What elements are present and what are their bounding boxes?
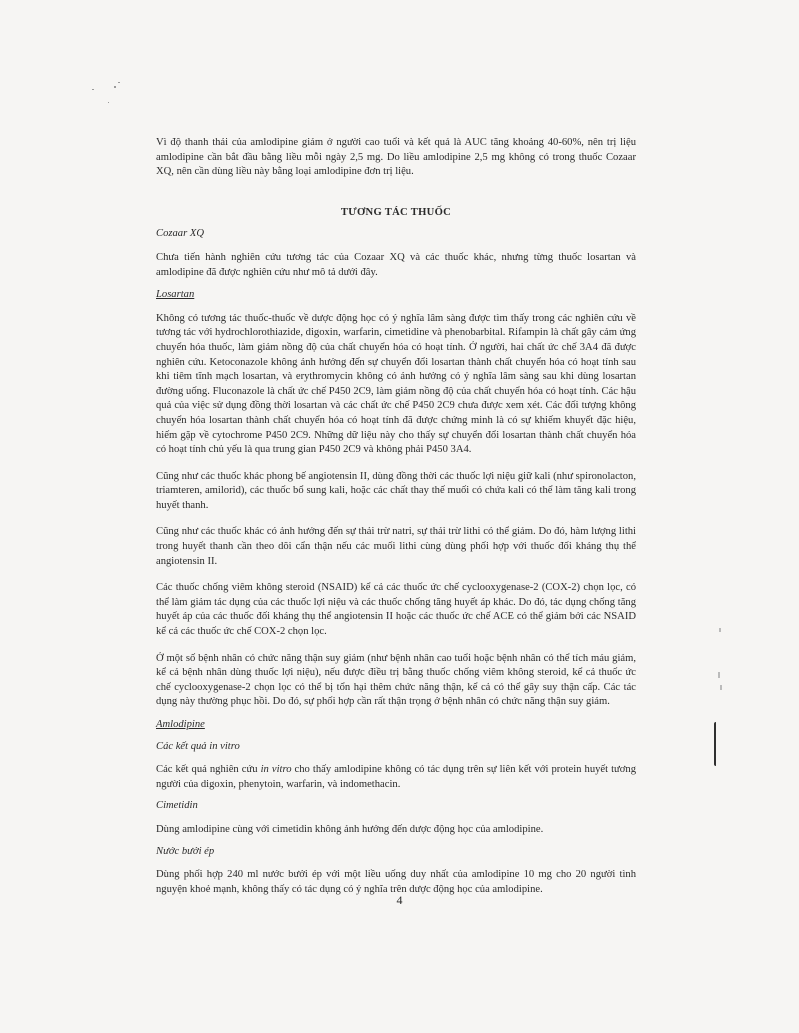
losartan-heading: Losartan (156, 289, 195, 301)
grapefruit-heading: Nước bưởi ép (156, 845, 215, 857)
scan-speck (718, 672, 720, 678)
losartan-paragraph-1: Không có tương tác thuốc-thuốc về dược động học có ý nghĩa lâm sàng được tìm thấy trong các nghiên cứu về tương tác với hydrochlorothiazide, digoxin, warfarin, cimetidine và phenobarbital. Rifampin là chất gây cảm ứng chuyển hóa thuốc, làm giảm nồng độ của chất chuyển hóa có hoạt tính. Ở người, hai chất ức chế 3A4 đã được nghiên cứu. Ketoconazole không ảnh hưởng đến sự chuyển đổi losartan thành chất chuyển hóa có hoạt tính sau khi tiêm tĩnh mạch losartan, và erythromycin không có ảnh hưởng có ý nghĩa lâm sàng sau khi dùng losartan đường uống. Fluconazole là chất ức chế P450 2C9, làm giảm nồng độ của chất chuyển hóa có hoạt tính. Các hậu quả của việc sử dụng đồng thời losartan và các chất ức chế P450 2C9 chưa được xem xét. Các đối tượng không chuyển hóa losartan thành chất chuyển hóa có hoạt tính đã được chứng minh là có sự khiếm khuyết đặc hiệu, hiếm gặp về cytochrome P450 2C9. Những dữ liệu này cho thấy sự chuyển đổi losartan thành chất chuyển hóa có hoạt tính chủ yếu là qua trung gian P450 2C9 và không phải P450 3A4. (156, 312, 636, 456)
scan-speck (92, 89, 94, 90)
cozaar-heading: Cozaar XQ (156, 228, 204, 240)
scan-speck (108, 102, 109, 103)
intro-paragraph: Vì độ thanh thải của amlodipine giảm ở người cao tuổi và kết quả là AUC tăng khoảng 40-60%, nên trị liệu amlodipine cần bắt đầu bằng liều mỗi ngày 2,5 mg. Do liều amlodipine 2,5 mg không có trong thuốc Cozaar XQ, nên cần dùng liều này bằng loại amlodipine đơn trị liệu. (156, 137, 636, 178)
invitro-text-em: in vitro (260, 764, 292, 776)
invitro-paragraph (156, 763, 636, 792)
scan-speck (114, 86, 116, 88)
amlodipine-heading: Amlodipine (156, 719, 205, 730)
cimetidin-heading: Cimetidin (156, 800, 198, 812)
document-body (156, 136, 636, 897)
losartan-paragraph-4: Các thuốc chống viêm không steroid (NSAID) kể cả các thuốc ức chế cyclooxygenase-2 (COX-2) chọn lọc, có thể làm giảm tác dụng của các thuốc lợi niệu và các thuốc chống tăng huyết áp khác. Do đó, tác dụng chống tăng huyết áp của các thuốc đối kháng thụ thể angiotensin II hoặc các thuốc ức chế ACE có thể giảm bởi các NSAID kể cả các thuốc ức chế COX-2 chọn lọc. (156, 582, 636, 638)
section-title: TƯƠNG TÁC THUỐC (340, 206, 452, 218)
invitro-text-post: cho thấy amlodipine không có tác dụng trên sự liên kết với protein huyết tương người của digoxin, phenytoin, warfarin, và indomethacin. (156, 764, 636, 790)
cimetidin-paragraph: Dùng amlodipine cùng với cimetidin không ảnh hưởng đến dược động học của amlodipine. (156, 823, 544, 835)
cozaar-paragraph: Chưa tiến hành nghiên cứu tương tác của Cozaar XQ và các thuốc khác, nhưng từng thuốc losartan và amlodipine đã được nghiên cứu như mô tả dưới đây. (156, 251, 636, 278)
scan-speck (118, 82, 120, 83)
losartan-paragraph-3: Cũng như các thuốc khác có ảnh hưởng đến sự thải trừ natri, sự thải trừ lithi có thể giảm. Do đó, hàm lượng lithi trong huyết thanh cần theo dõi cẩn thận nếu các muối lithi cùng dùng phối hợp với thuốc đối kháng thụ thể angiotensin II. (156, 526, 636, 567)
margin-bracket-mark (714, 722, 720, 766)
scan-speck (719, 628, 721, 632)
page-number: 4 (396, 893, 403, 907)
invitro-heading: Các kết quả in vitro (156, 740, 240, 752)
losartan-paragraph-5: Ở một số bệnh nhân có chức năng thận suy giảm (như bệnh nhân cao tuổi hoặc bệnh nhân có thể tích máu giảm, kể cả bệnh nhân dùng thuốc lợi niệu), nếu được điều trị bằng thuốc chống viêm không steroid, kể cả thuốc ức chế cyclooxygenase-2 chọn lọc có thể bị tổn hại thêm chức năng thận, kể cả có thể gây suy thận cấp. Các tác dụng này thường phục hồi. Do đó, sự phối hợp cần rất thận trọng ở bệnh nhân có chức năng thận suy giảm. (156, 652, 636, 708)
grapefruit-paragraph: Dùng phối hợp 240 ml nước bưởi ép với một liều uống duy nhất của amlodipine 10 mg cho 20 người tình nguyện khoẻ mạnh, không thấy có tác dụng có ý nghĩa trên dược động học của amlodipine. (156, 869, 636, 895)
losartan-paragraph-2: Cũng như các thuốc khác phong bế angiotensin II, dùng đồng thời các thuốc lợi niệu giữ kali (như spironolacton, triamteren, amilorid), các thuốc bổ sung kali, hoặc các chất thay thế muối có chứa kali có thể làm tăng kali trong huyết thanh. (156, 470, 636, 511)
scan-speck (720, 685, 722, 690)
invitro-text-pre: Các kết quả nghiên cứu (156, 764, 261, 776)
